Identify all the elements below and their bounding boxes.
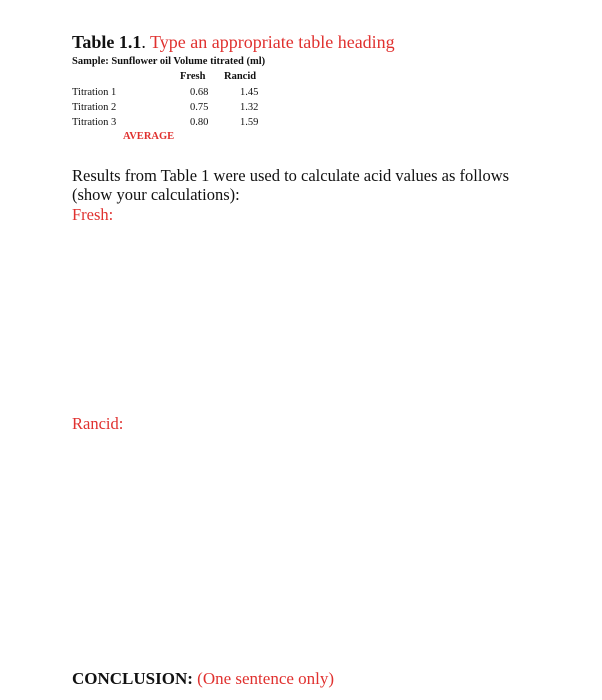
- table-caption: [72, 31, 395, 53]
- column-header-rancid: Rancid: [224, 71, 257, 82]
- cell-titration-1-fresh: 0.68: [190, 87, 209, 98]
- row-label-titration-3: Titration 3: [72, 117, 117, 128]
- average-row-label: AVERAGE: [123, 131, 175, 142]
- results-paragraph: Results from Table 1 were used to calculate acid values as follows (show your calculations):: [72, 166, 510, 204]
- table-sample-line: Sample: Sunflower oil Volume titrated (ml): [72, 56, 266, 67]
- rancid-calculation-label: Rancid:: [72, 414, 124, 433]
- table-heading-placeholder: Type an appropriate table heading: [150, 32, 395, 52]
- conclusion-label: CONCLUSION:: [72, 669, 193, 688]
- cell-titration-2-fresh: 0.75: [190, 102, 209, 113]
- table-caption-separator: .: [141, 32, 151, 52]
- row-label-titration-1: Titration 1: [72, 87, 117, 98]
- cell-titration-3-rancid: 1.59: [240, 117, 259, 128]
- conclusion-line: [72, 668, 334, 689]
- row-label-titration-2: Titration 2: [72, 102, 117, 113]
- cell-titration-2-rancid: 1.32: [240, 102, 259, 113]
- conclusion-note: (One sentence only): [197, 669, 335, 688]
- table-caption-label: Table 1.1: [72, 32, 142, 52]
- cell-titration-3-fresh: 0.80: [190, 117, 209, 128]
- column-header-fresh: Fresh: [180, 71, 206, 82]
- fresh-calculation-label: Fresh:: [72, 205, 114, 224]
- cell-titration-1-rancid: 1.45: [240, 87, 259, 98]
